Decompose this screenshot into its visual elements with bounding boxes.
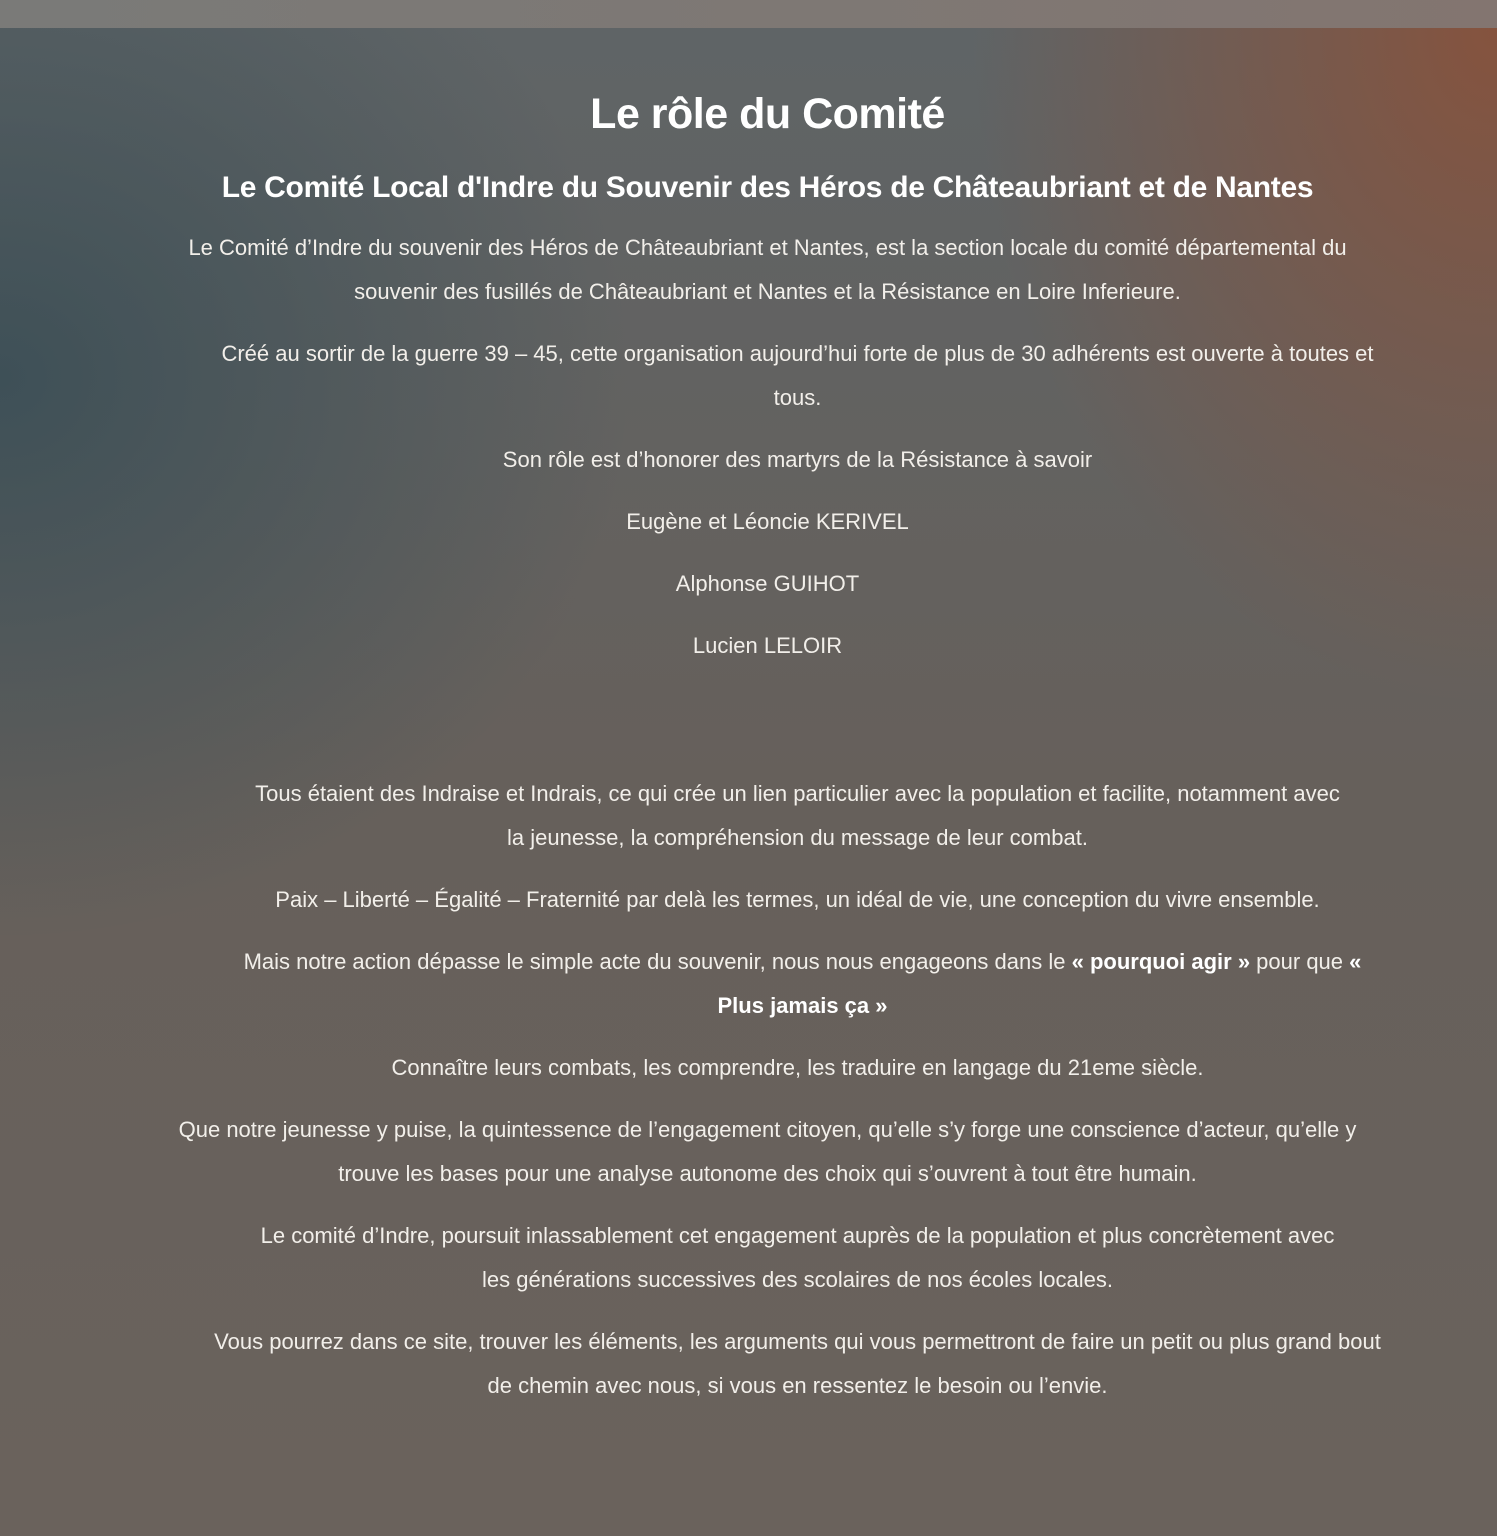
- martyr-name-kerivel: Eugène et Léoncie KERIVEL: [626, 509, 909, 534]
- paragraph-action-text-2: pour que: [1250, 949, 1350, 974]
- top-strip: [0, 0, 1497, 28]
- emphasis-plus-jamais-ca: « Plus jamais ça »: [717, 949, 1362, 1018]
- paragraph-intro: Le Comité d’Indre du souvenir des Héros de Châteaubriant et Nantes, est la section locale du comité départemental du souvenir des fusillés de Châteaubriant et Nantes et la Résistance en Loire Inferieure.: [188, 235, 1347, 304]
- martyr-name-leloir: Lucien LELOIR: [692, 633, 843, 658]
- page-title: Le rôle du Comité: [590, 90, 945, 138]
- content-column: [150, 88, 1385, 1408]
- page-subtitle: Le Comité Local d'Indre du Souvenir des Héros de Châteaubriant et de Nantes: [221, 171, 1314, 204]
- emphasis-pourquoi-agir: « pourquoi agir »: [1071, 949, 1251, 974]
- paragraph-creation: Créé au sortir de la guerre 39 – 45, cette organisation aujourd’hui forte de plus de 30 adhérents est ouverte à toutes et tous.: [221, 341, 1374, 410]
- paragraph-commitment: Le comité d’Indre, poursuit inlassablement cet engagement auprès de la population et plus concrètement avec les générations successives des scolaires de nos écoles locales.: [260, 1223, 1335, 1292]
- paragraph-action-text-1: Mais notre action dépasse le simple acte du souvenir, nous nous engageons dans le: [243, 949, 1072, 974]
- paragraph-youth: Que notre jeunesse y puise, la quintessence de l’engagement citoyen, qu’elle s’y forge une conscience d’acteur, qu’elle y trouve les bases pour une analyse autonome des choix qui s’ouvrent à tout être humain.: [178, 1117, 1357, 1186]
- content-panel: [0, 28, 1497, 1536]
- martyr-name-guihot: Alphonse GUIHOT: [675, 571, 860, 596]
- paragraph-action: [150, 940, 1385, 1028]
- paragraph-link: Tous étaient des Indraise et Indrais, ce qui crée un lien particulier avec la population et facilite, notamment avec la jeunesse, la compréhension du message de leur combat.: [255, 781, 1340, 850]
- paragraph-role: Son rôle est d’honorer des martyrs de la Résistance à savoir: [502, 447, 1093, 472]
- paragraph-values: Paix – Liberté – Égalité – Fraternité par delà les termes, un idéal de vie, une conception du vivre ensemble.: [275, 887, 1320, 912]
- paragraph-know: Connaître leurs combats, les comprendre, les traduire en langage du 21eme siècle.: [391, 1055, 1204, 1080]
- paragraph-site: Vous pourrez dans ce site, trouver les éléments, les arguments qui vous permettront de faire un petit ou plus grand bout de chemin avec nous, si vous en ressentez le besoin ou l’envie.: [214, 1329, 1381, 1398]
